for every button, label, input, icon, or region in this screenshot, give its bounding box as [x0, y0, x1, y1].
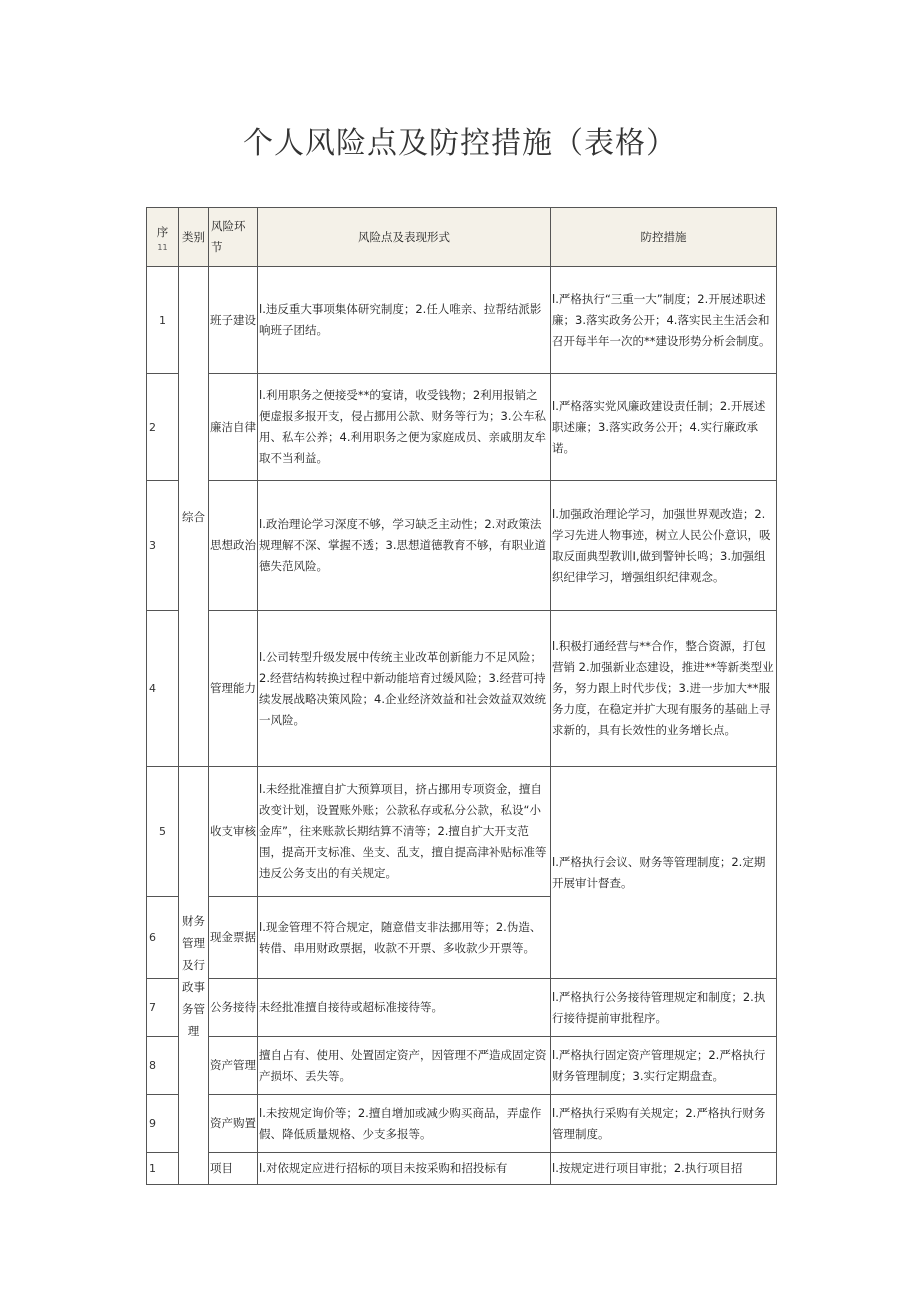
row-stage: 资产购置	[209, 1095, 258, 1153]
row-measure: l.严格执行公务接待管理规定和制度；2.执行接待提前审批程序。	[551, 979, 777, 1037]
row-risk: l.政治理论学习深度不够，学习缺乏主动性；2.对政策法规理解不深、掌握不透；3.思想道德教育不够，有职业道德失范风险。	[258, 481, 551, 611]
row-seq: 2	[147, 374, 179, 481]
row-measure: l.加强政治理论学习，加强世界观改造；2.学习先进人物事迹，树立人民公仆意识，吸取反面典型教训I,做到警钟长鸣；3.加强组织纪律学习，增强组织纪律观念。	[551, 481, 777, 611]
table-row	[147, 1153, 777, 1185]
header-stage: 风险环节	[209, 208, 258, 267]
row-measure: l.严格执行固定资产管理规定；2.严格执行财务管理制度；3.实行定期盘查。	[551, 1037, 777, 1095]
table-header-row	[147, 208, 777, 267]
row-seq: 8	[147, 1037, 179, 1095]
row-risk: 擅自占有、使用、处置固定资产，因管理不严造成固定资产损坏、丢失等。	[258, 1037, 551, 1095]
row-seq: 5	[147, 767, 179, 897]
category-finance: 财务管理及行政事务管理	[179, 767, 209, 1185]
row-seq: 7	[147, 979, 179, 1037]
row-measure: l.严格执行“三重一大”制度；2.开展述职述廉；3.落实政务公开；4.落实民主生活会和召开每半年一次的**建设形势分析会制度。	[551, 267, 777, 374]
row-stage: 资产管理	[209, 1037, 258, 1095]
row-seq: 4	[147, 611, 179, 767]
row-measure: l.严格执行会议、财务等管理制度；2.定期开展审计督查。	[551, 767, 777, 979]
row-stage: 思想政治	[209, 481, 258, 611]
row-stage: 班子建设	[209, 267, 258, 374]
table-row	[147, 1037, 777, 1095]
row-seq: 6	[147, 897, 179, 979]
category-general: 综合	[179, 267, 209, 767]
row-risk: l.未按规定询价等；2.擅自增加或减少购买商品，弄虚作假、降低质量规格、少支多报等。	[258, 1095, 551, 1153]
header-risk: 风险点及表现形式	[258, 208, 551, 267]
table-row	[147, 767, 777, 897]
header-seq: 序 11	[147, 208, 179, 267]
row-risk: l.对依规定应进行招标的项目未按采购和招投标有	[258, 1153, 551, 1185]
row-seq: 9	[147, 1095, 179, 1153]
row-measure: l.按规定进行项目审批；2.执行项目招	[551, 1153, 777, 1185]
header-category: 类别	[179, 208, 209, 267]
row-stage: 现金票据	[209, 897, 258, 979]
row-risk: 未经批准擅自接待或超标准接待等。	[258, 979, 551, 1037]
table-row	[147, 1095, 777, 1153]
row-seq: 1	[147, 267, 179, 374]
row-risk: l.现金管理不符合规定，随意借支非法挪用等；2.伪造、转借、串用财政票据，收款不开票、多收款少开票等。	[258, 897, 551, 979]
page-title: 个人风险点及防控措施（表格）	[243, 126, 677, 161]
header-measure: 防控措施	[551, 208, 777, 267]
row-measure: l.严格执行采购有关规定；2.严格执行财务管理制度。	[551, 1095, 777, 1153]
table-row	[147, 267, 777, 374]
row-measure: l.积极打通经营与**合作，整合资源，打包营销 2.加强新业态建设，推进**等新类型业务，努力跟上时代步伐；3.进一步加大**服务力度，在稳定并扩大现有服务的基础上寻求新的，具有长效性的业务增长点。	[551, 611, 777, 767]
row-measure: l.严格落实党风廉政建设责任制；2.开展述职述廉；3.落实政务公开；4.实行廉政承诺。	[551, 374, 777, 481]
row-stage: 廉洁自律	[209, 374, 258, 481]
row-seq: 3	[147, 481, 179, 611]
table-row	[147, 481, 777, 611]
table-row	[147, 979, 777, 1037]
row-risk: l.违反重大事项集体研究制度；2.任人唯亲、拉帮结派影响班子团结。	[258, 267, 551, 374]
row-stage: 项目	[209, 1153, 258, 1185]
row-stage: 公务接待	[209, 979, 258, 1037]
row-stage: 收支审核	[209, 767, 258, 897]
table-row	[147, 611, 777, 767]
row-risk: l.未经批准擅自扩大预算项目，挤占挪用专项资金，擅自改变计划，设置账外账；公款私存或私分公款，私设“小金库”，往来账款长期结算不清等；2.擅自扩大开支范围，提高开支标准、坐支、乱支，擅自提高津补贴标准等违反公务支出的有关规定。	[258, 767, 551, 897]
row-stage: 管理能力	[209, 611, 258, 767]
row-risk: l.利用职务之便接受**的宴请，收受钱物；2利用报销之便虚报多报开支，侵占挪用公款、财务等行为；3.公车私用、私车公养；4.利用职务之便为家庭成员、亲戚朋友牟取不当利益。	[258, 374, 551, 481]
table-row	[147, 374, 777, 481]
risk-table	[146, 207, 777, 1185]
row-risk: l.公司转型升级发展中传统主业改革创新能力不足风险；2.经营结构转换过程中新动能培育过缓风险；3.经营可持续发展战略决策风险；4.企业经济效益和社会效益双效统一风险。	[258, 611, 551, 767]
row-seq: 1	[147, 1153, 179, 1185]
